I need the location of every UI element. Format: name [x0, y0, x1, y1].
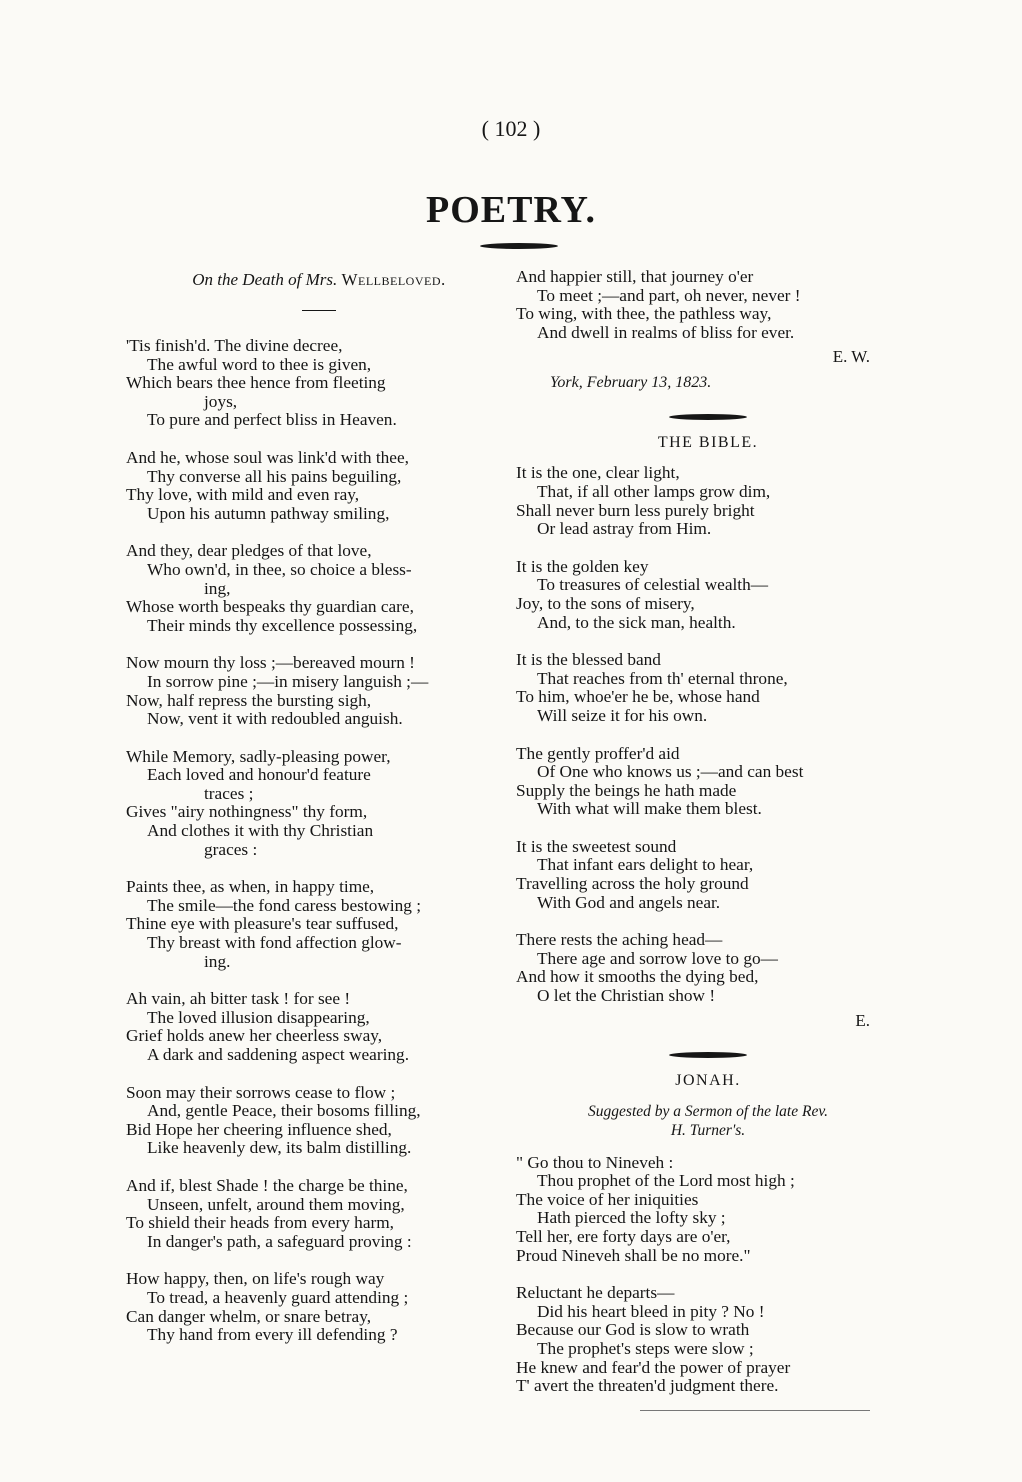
signature: E.	[855, 1010, 870, 1030]
verse-line: Proud Nineveh shall be no more."	[516, 1245, 751, 1265]
verse-line: That reaches from th' eternal throne,	[537, 668, 788, 688]
stanza	[516, 1284, 900, 1396]
verse-line: To pure and perfect bliss in Heaven.	[147, 410, 397, 430]
verse-line: O let the Christian show !	[537, 986, 716, 1006]
verse-line: And, gentle Peace, their bosoms filling,	[147, 1101, 421, 1121]
verse-line: Paints thee, as when, in happy time,	[126, 877, 375, 897]
verse-line: The voice of her iniquities	[516, 1189, 699, 1209]
verse-line: While Memory, sadly-pleasing power,	[126, 746, 391, 766]
verse-line: " Go thou to Nineveh :	[516, 1152, 674, 1172]
stanza	[516, 558, 900, 632]
stanza	[516, 1154, 900, 1266]
stanza	[516, 651, 900, 725]
verse-line: Unseen, unfelt, around them moving,	[147, 1194, 405, 1214]
verse-line: Each loved and honour'd feature	[147, 765, 371, 785]
verse-line: Upon his autumn pathway smiling,	[147, 503, 390, 523]
verse-line: Thy love, with mild and even ray,	[126, 485, 360, 505]
verse-line: Thy breast with fond affection glow-	[147, 933, 402, 953]
verse-line: A dark and saddening aspect wearing.	[147, 1045, 410, 1064]
verse-line: Travelling across the holy ground	[516, 874, 749, 894]
poem-title-bible: THE BIBLE.	[657, 434, 759, 452]
verse-line: With God and angels near.	[537, 892, 721, 912]
verse-line: Did his heart bleed in pity ? No !	[537, 1301, 765, 1321]
verse-line: Of One who knows us ;—and can best	[537, 762, 804, 782]
stanza	[126, 654, 512, 728]
verse-line: It is the sweetest sound	[516, 836, 677, 856]
verse-line: To wing, with thee, the pathless way,	[516, 304, 772, 324]
verse-line: Thine eye with pleasure's tear suffused,	[126, 914, 399, 934]
verse-line: Gives "airy nothingness" thy form,	[126, 802, 368, 822]
verse-line: Now, half repress the bursting sigh,	[126, 690, 372, 710]
verse-line: Ah vain, ah bitter task ! for see !	[126, 989, 351, 1009]
section-ornament-rule	[669, 414, 747, 420]
stanza	[126, 542, 512, 635]
verse-line: Now mourn thy loss ;—bereaved mourn !	[126, 653, 415, 673]
verse-line: Tell her, ere forty days are o'er,	[516, 1227, 731, 1246]
verse-line: The awful word to thee is given,	[147, 354, 372, 374]
stanza	[126, 1270, 512, 1344]
stanza	[126, 1084, 512, 1158]
poem-title-jonah: JONAH.	[675, 1071, 741, 1089]
verse-line: T' avert the threaten'd judgment there.	[516, 1376, 779, 1396]
verse-line: Or lead astray from Him.	[537, 519, 712, 539]
verse-line: That infant ears delight to hear,	[537, 855, 754, 875]
stanza	[516, 931, 900, 1005]
verse-line: And, to the sick man, health.	[537, 612, 736, 632]
verse-line: Like heavenly dew, its balm distilling.	[147, 1138, 412, 1158]
verse-line: The prophet's steps were slow ;	[537, 1338, 754, 1358]
verse-line: And clothes it with thy Christian	[147, 821, 374, 841]
poem-subtitle-line: Suggested by a Sermon of the late Rev.	[588, 1102, 828, 1120]
verse-line: ing.	[204, 951, 231, 971]
poem-title-prefix: On the Death of Mrs.	[192, 270, 338, 289]
poem-subtitle-line: H. Turner's.	[670, 1121, 746, 1139]
stanza	[516, 464, 900, 538]
verse-line: With what will make them blest.	[537, 799, 762, 819]
verse-line: Thy converse all his pains beguiling,	[147, 466, 402, 486]
poem-subtitle	[516, 1102, 900, 1140]
verse-line: The gently proffer'd aid	[516, 743, 680, 763]
verse-line: Will seize it for his own.	[537, 705, 708, 725]
verse-line: And if, blest Shade ! the charge be thine,	[126, 1175, 408, 1195]
poem-title-wellbeloved	[126, 268, 512, 292]
verse-line: To meet ;—and part, oh never, never !	[537, 285, 801, 305]
verse-line: joys,	[204, 391, 238, 411]
verse-line: Can danger whelm, or snare betray,	[126, 1306, 372, 1326]
verse-line: traces ;	[204, 783, 254, 803]
poem-title-name: Wellbeloved.	[341, 270, 446, 289]
right-column	[516, 268, 900, 1415]
page-bottom-rule	[640, 1410, 870, 1411]
verse-line: And happier still, that journey o'er	[516, 267, 754, 286]
stanza	[126, 990, 512, 1064]
verse-line: That, if all other lamps grow dim,	[537, 481, 771, 501]
dateline: York, February 13, 1823.	[550, 374, 712, 392]
stanza	[126, 878, 512, 971]
verse-line: Because our God is slow to wrath	[516, 1320, 750, 1340]
title-short-rule	[302, 310, 336, 311]
verse-line: Whose worth bespeaks thy guardian care,	[126, 597, 414, 617]
verse-line: Joy, to the sons of misery,	[516, 593, 695, 613]
verse-line: How happy, then, on life's rough way	[126, 1269, 385, 1289]
verse-line: 'Tis finish'd. The divine decree,	[126, 336, 343, 355]
left-column	[126, 268, 512, 1364]
verse-line: The smile—the fond caress bestowing ;	[147, 895, 422, 915]
stanza	[126, 748, 512, 860]
verse-line: To shield their heads from every harm,	[126, 1213, 395, 1233]
verse-line: To tread, a heavenly guard attending ;	[147, 1287, 409, 1307]
section-ornament-rule	[669, 1052, 747, 1058]
verse-line: Grief holds anew her cheerless sway,	[126, 1026, 383, 1046]
verse-line: It is the golden key	[516, 556, 649, 576]
verse-line: It is the one, clear light,	[516, 463, 680, 483]
stanza	[516, 745, 900, 819]
signature: E. W.	[832, 347, 870, 367]
verse-line: ing,	[204, 578, 231, 598]
verse-line: To him, whoe'er he be, whose hand	[516, 687, 760, 707]
verse-line: It is the blessed band	[516, 650, 661, 670]
verse-line: And he, whose soul was link'd with thee,	[126, 447, 409, 467]
verse-line: Bid Hope her cheering influence shed,	[126, 1119, 392, 1139]
verse-line: The loved illusion disappearing,	[147, 1007, 370, 1027]
verse-line: Supply the beings he hath made	[516, 780, 737, 800]
stanza	[126, 1177, 512, 1251]
verse-line: And dwell in realms of bliss for ever.	[537, 322, 795, 342]
verse-line: Thy hand from every ill defending ?	[147, 1325, 398, 1345]
verse-line: There age and sorrow love to go—	[537, 948, 778, 968]
stanza	[126, 337, 512, 430]
verse-line: Reluctant he departs—	[516, 1283, 675, 1303]
verse-line: In sorrow pine ;—in misery languish ;—	[147, 671, 429, 691]
section-heading: POETRY.	[425, 189, 597, 231]
stanza	[516, 268, 900, 342]
heading-ornament-rule	[480, 243, 558, 249]
verse-line: In danger's path, a safeguard proving :	[147, 1231, 412, 1251]
verse-line: Thou prophet of the Lord most high ;	[537, 1171, 795, 1191]
verse-line: Their minds thy excellence possessing,	[147, 615, 418, 635]
page-number: ( 102 )	[481, 116, 541, 141]
verse-line: And they, dear pledges of that love,	[126, 541, 372, 561]
verse-line: And how it smooths the dying bed,	[516, 967, 759, 987]
verse-line: To treasures of celestial wealth—	[537, 575, 769, 595]
stanza	[516, 838, 900, 912]
verse-line: Which bears thee hence from fleeting	[126, 373, 386, 393]
verse-line: Who own'd, in thee, so choice a bless-	[147, 559, 412, 579]
verse-line: Hath pierced the lofty sky ;	[537, 1208, 726, 1228]
verse-line: Shall never burn less purely bright	[516, 500, 755, 520]
verse-line: He knew and fear'd the power of prayer	[516, 1357, 791, 1377]
stanza	[126, 449, 512, 523]
verse-line: graces :	[204, 839, 258, 859]
verse-line: Soon may their sorrows cease to flow ;	[126, 1082, 396, 1102]
verse-line: There rests the aching head—	[516, 930, 723, 950]
verse-line: Now, vent it with redoubled anguish.	[147, 709, 403, 729]
